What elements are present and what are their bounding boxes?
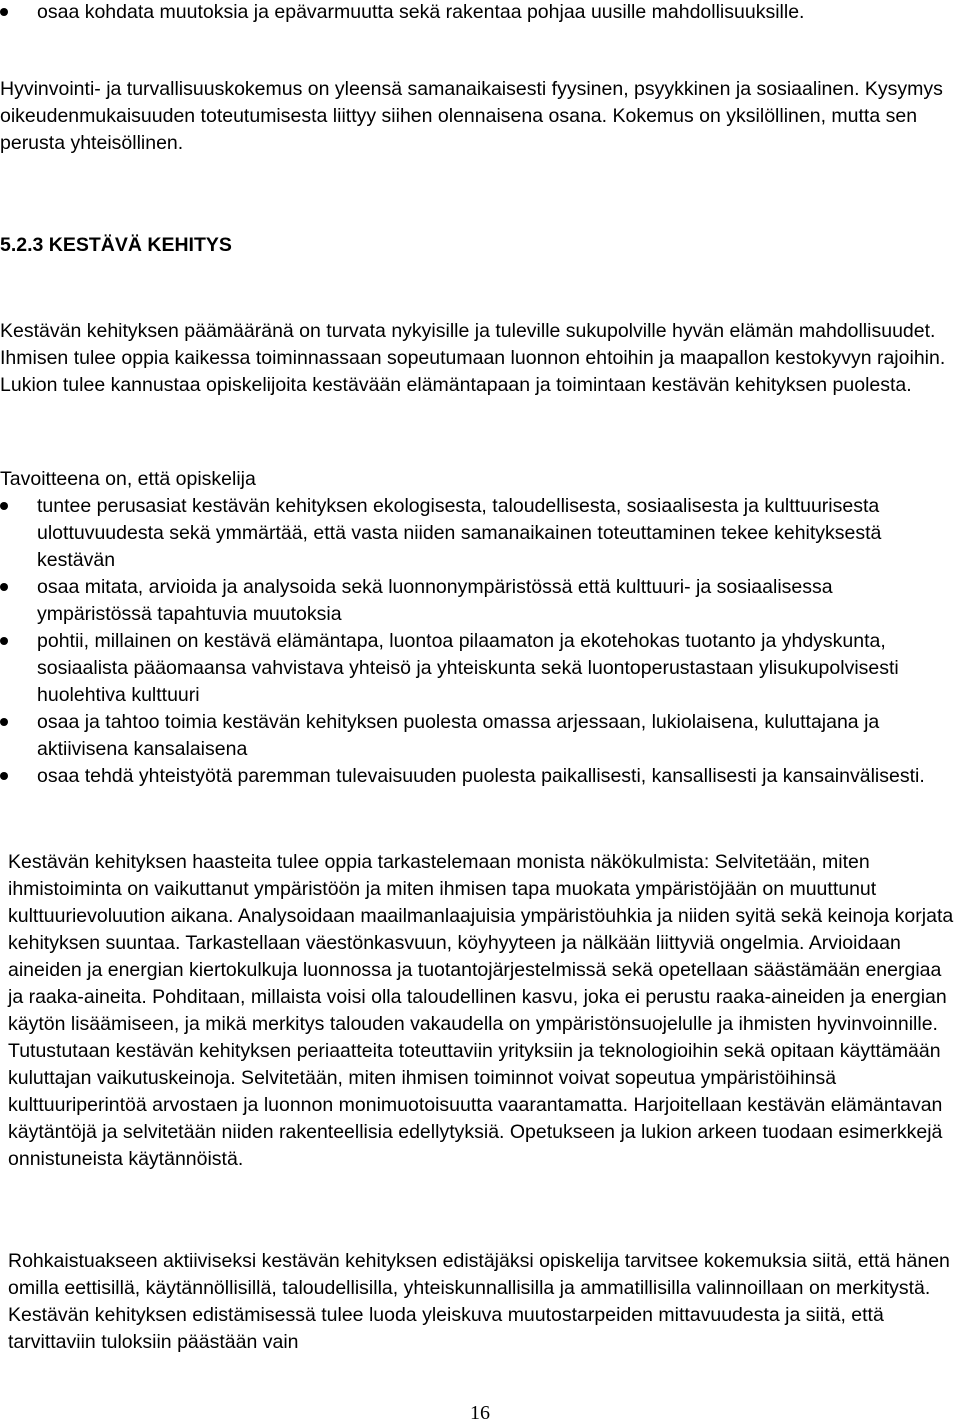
bullet-dot-icon (0, 583, 8, 591)
bullet-item-top (0, 0, 960, 26)
goal-text: osaa mitata, arvioida ja analysoida sekä luonnonympäristössä että kulttuuri- ja sosiaalisessa ympäristössä tapahtuvia muutoksia (37, 576, 833, 625)
paragraph-wellbeing: Hyvinvointi- ja turvallisuuskokemus on yleensä samanaikaisesti fyysinen, psyykkinen ja sosiaalinen. Kysymys oikeudenmukaisuuden toteutumisesta liittyy siihen olennaisena osana. Kokemus on yksilöllinen, mutta sen perusta yhteisöllinen. (0, 78, 943, 154)
bullet-dot-icon (0, 637, 8, 645)
goal-text: osaa tehdä yhteistyötä paremman tulevaisuuden puolesta paikallisesti, kansallisesti ja kansainvälisesti. (37, 765, 925, 787)
section-heading: 5.2.3 KESTÄVÄ KEHITYS (0, 234, 232, 256)
goals-list (0, 493, 950, 790)
paragraph-encouragement: Rohkaistuakseen aktiiviseksi kestävän kehityksen edistäjäksi opiskelija tarvitsee kokemuksia siitä, että hänen omilla eettisillä, käytännöllisillä, taloudellisilla, yhteiskunnallisilla ja ammatillisilla valinnoillaan on merkitystä. Kestävän kehityksen edistämisessä tulee luoda yleiskuva muutostarpeiden mittavuudesta ja siitä, että tarvittaviin tuloksiin päästään vain (8, 1250, 950, 1353)
page-number: 16 (470, 1402, 490, 1424)
goal-text: pohtii, millainen on kestävä elämäntapa, luontoa pilaamaton ja ekotehokas tuotanto ja yhdyskunta, sosiaalista pääomaansa vahvistava yhteisö ja yhteiskunta sekä luontoperustastaan ylisukupolvisesti huolehtiva kulttuuri (37, 630, 899, 706)
bullet-dot-icon (0, 502, 8, 510)
goal-item (0, 709, 950, 763)
goal-item (0, 493, 950, 574)
goals-intro: Tavoitteena on, että opiskelija (0, 468, 256, 490)
paragraph-challenges: Kestävän kehityksen haasteita tulee oppia tarkastelemaan monista näkökulmista: Selvitetään, miten ihmistoiminta on vaikuttanut ympäristöön ja miten ihmisen tapa muokata ympäristöjään on muuttunut kulttuurievoluution aikana. Analysoidaan maailmanlaajuisia ympäristöuhkia ja niiden syitä sekä keinoja korjata kehityksen suuntaa. Tarkastellaan väestönkasvuun, köyhyyteen ja nälkään liittyviä ongelmia. Arvioidaan aineiden ja energian kiertokulkuja luonnossa ja tuotantojärjestelmissä sekä opetellaan säästämään energiaa ja raaka-aineita. Pohditaan, millaista voisi olla taloudellinen kasvu, joka ei perustu raaka-aineiden ja energian käytön lisäämiseen, ja mikä merkitys talouden vakaudella on ympäristönsuojelulle ja ihmisten hyvinvoinnille. Tutustutaan kestävän kehityksen periaatteita toteuttaviin yrityksiin ja teknologioihin sekä opitaan käyttämään kuluttajan vaikutuskeinoja. Selvitetään, miten ihmisen toiminnot voivat sopeutua ympäristöihinsä kulttuuriperintöä arvostaen ja luonnon monimuotoisuutta vaarantamatta. Harjoitellaan kestävän elämäntavan käytäntöjä ja selvitetään niiden rakenteellisia edellytyksiä. Opetukseen ja lukion arkeen tuodaan esimerkkejä onnistuneista käytännöistä. (8, 851, 954, 1170)
paragraph-sustainable-goal: Kestävän kehityksen päämääränä on turvata nykyisille ja tuleville sukupolville hyvän elämän mahdollisuudet. Ihmisen tulee oppia kaikessa toiminnassaan sopeutumaan luonnon ehtoihin ja maapallon kestokyvyn rajoihin. Lukion tulee kannustaa opiskelijoita kestävään elämäntapaan ja toimintaan kestävän kehityksen puolesta. (0, 320, 946, 396)
bullet-text: osaa kohdata muutoksia ja epävarmuutta sekä rakentaa pohjaa uusille mahdollisuuksille. (37, 1, 805, 23)
goal-item (0, 628, 950, 709)
bullet-dot-icon (0, 8, 8, 16)
goal-text: tuntee perusasiat kestävän kehityksen ekologisesta, taloudellisesta, sosiaalisesta ja kulttuurisesta ulottuvuudesta sekä ymmärtää, että vasta niiden samanaikainen toteuttaminen tekee kehityksestä kestävän (37, 495, 882, 571)
goal-item (0, 574, 950, 628)
bullet-dot-icon (0, 718, 8, 726)
goal-text: osaa ja tahtoo toimia kestävän kehityksen puolesta omassa arjessaan, lukiolaisena, kuluttajana ja aktiivisena kansalaisena (37, 711, 880, 760)
goal-item (0, 763, 950, 790)
bullet-dot-icon (0, 772, 8, 780)
